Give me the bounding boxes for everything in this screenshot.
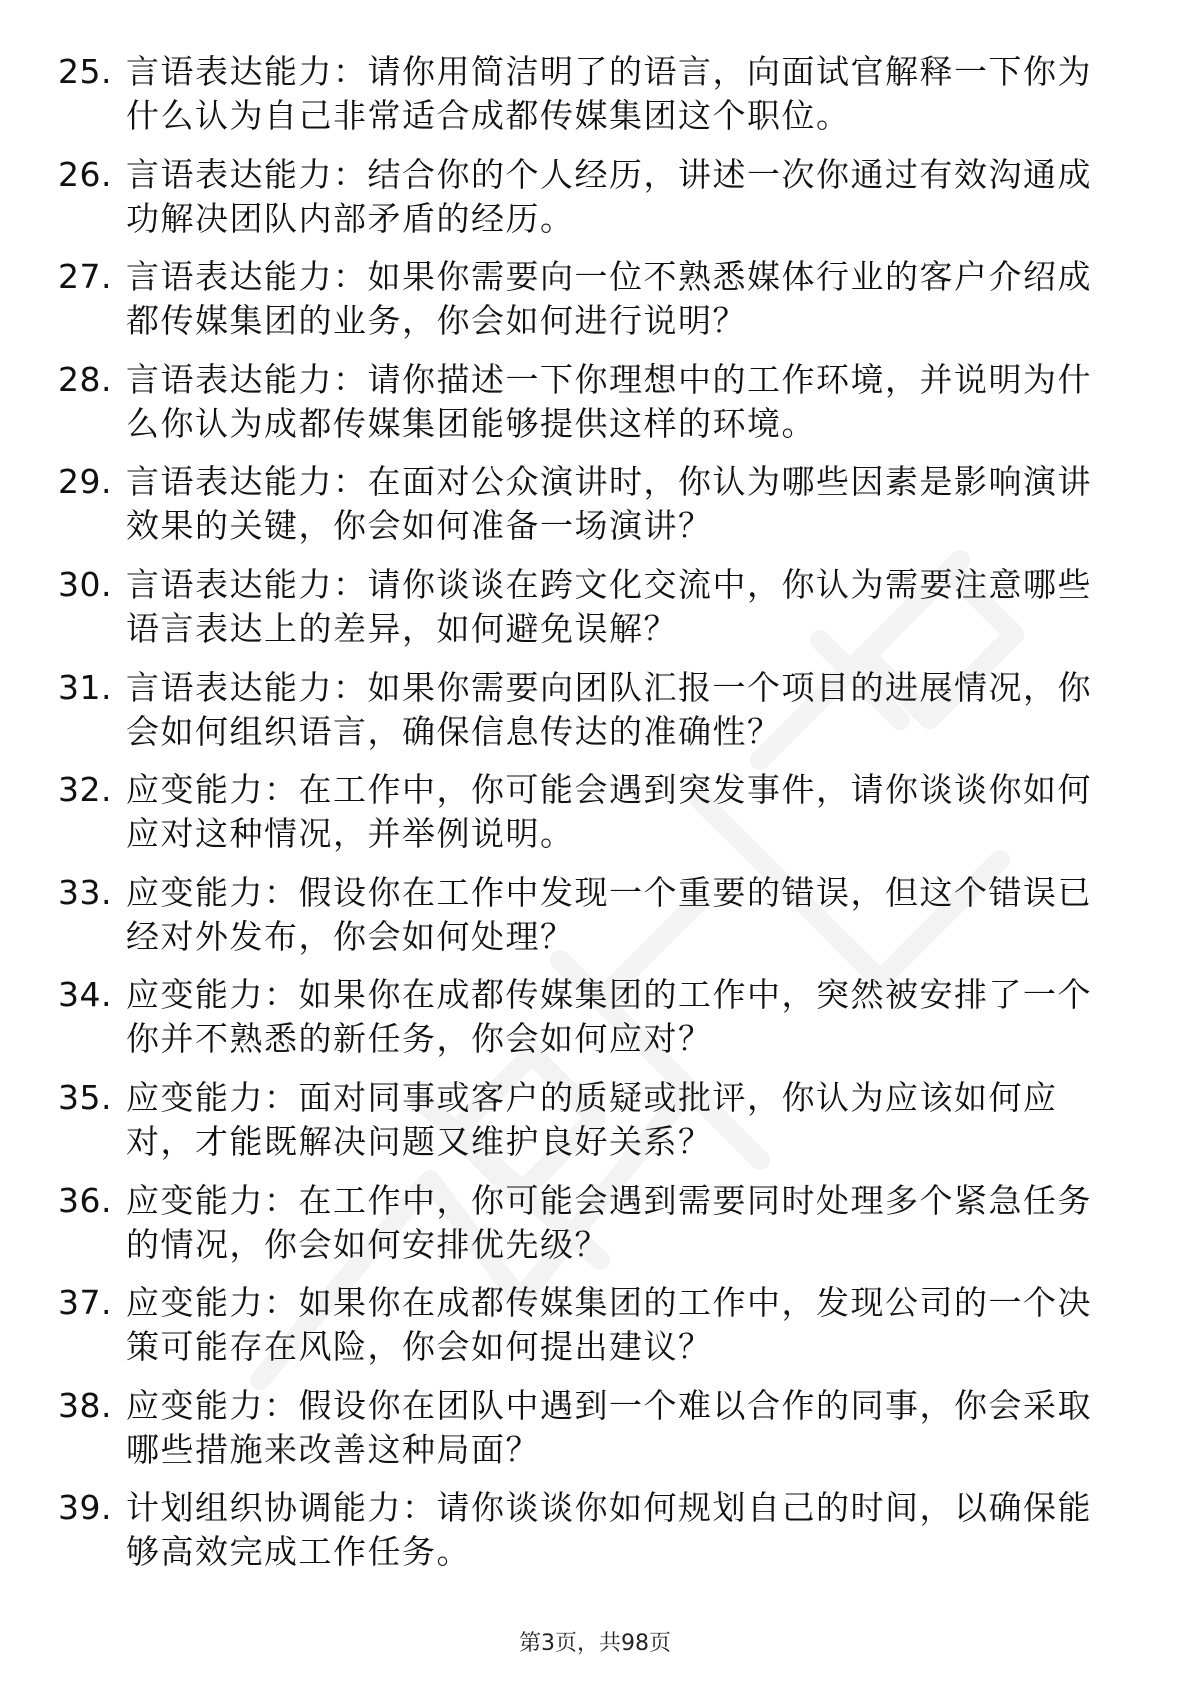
question-number: 28. — [58, 359, 112, 399]
question-item — [58, 255, 1118, 358]
question-number: 25. — [58, 52, 112, 91]
question-item — [58, 1281, 1118, 1384]
question-number: 37. — [58, 1283, 112, 1323]
page-number-label: 第3页，共98页 — [519, 1631, 671, 1656]
question-number: 33. — [58, 872, 112, 912]
question-number: 36. — [58, 1180, 112, 1220]
question-item — [58, 460, 1118, 563]
question-item — [58, 871, 1118, 974]
question-text: 应变能力：如果你在成都传媒集团的工作中，突然被安排了一个你并不熟悉的新任务，你会如何应对？ — [126, 975, 1092, 1059]
question-number: 32. — [58, 770, 112, 810]
question-text: 应变能力：在工作中，你可能会遇到需要同时处理多个紧急任务的情况，你会如何安排优先级？ — [126, 1180, 1092, 1264]
question-text: 应变能力：假设你在工作中发现一个重要的错误，但这个错误已经对外发布，你会如何处理？ — [126, 872, 1092, 956]
question-number: 30. — [58, 564, 112, 604]
question-item — [58, 1076, 1118, 1179]
question-item — [58, 768, 1118, 871]
question-item — [58, 1384, 1118, 1487]
question-number: 26. — [58, 154, 112, 194]
question-text: 言语表达能力：请你用简洁明了的语言，向面试官解释一下你为什么认为自己非常适合成都传媒集团这个职位。 — [126, 52, 1092, 135]
question-item — [58, 1486, 1118, 1589]
question-item — [58, 973, 1118, 1076]
question-number: 35. — [58, 1077, 112, 1117]
question-text: 言语表达能力：请你谈谈在跨文化交流中，你认为需要注意哪些语言表达上的差异，如何避免误解？ — [126, 564, 1092, 648]
question-number: 27. — [58, 257, 112, 297]
question-text: 言语表达能力：在面对公众演讲时，你认为哪些因素是影响演讲效果的关键，你会如何准备一场演讲？ — [126, 462, 1092, 546]
question-item — [58, 563, 1118, 666]
question-number: 29. — [58, 462, 112, 502]
question-text: 应变能力：如果你在成都传媒集团的工作中，发现公司的一个决策可能存在风险，你会如何提出建议？ — [126, 1283, 1092, 1367]
question-number: 31. — [58, 667, 112, 707]
question-item — [58, 666, 1118, 769]
question-text: 应变能力：面对同事或客户的质疑或批评，你认为应该如何应对，才能既解决问题又维护良好关系？ — [126, 1077, 1058, 1161]
question-item — [58, 358, 1118, 461]
question-text: 言语表达能力：结合你的个人经历，讲述一次你通过有效沟通成功解决团队内部矛盾的经历。 — [126, 154, 1092, 238]
question-text: 言语表达能力：请你描述一下你理想中的工作环境，并说明为什么你认为成都传媒集团能够提供这样的环境。 — [126, 359, 1092, 443]
question-item — [58, 1179, 1118, 1282]
question-number: 38. — [58, 1385, 112, 1425]
question-text: 应变能力：在工作中，你可能会遇到突发事件，请你谈谈你如何应对这种情况，并举例说明。 — [126, 770, 1092, 854]
question-number: 39. — [58, 1488, 112, 1528]
question-text: 言语表达能力：如果你需要向团队汇报一个项目的进展情况，你会如何组织语言，确保信息传达的准确性？ — [126, 667, 1092, 751]
question-item — [58, 153, 1118, 256]
question-text: 应变能力：假设你在团队中遇到一个难以合作的同事，你会采取哪些措施来改善这种局面？ — [126, 1385, 1092, 1469]
question-item — [58, 50, 1118, 153]
question-number: 34. — [58, 975, 112, 1015]
question-text: 计划组织协调能力：请你谈谈你如何规划自己的时间，以确保能够高效完成工作任务。 — [126, 1488, 1092, 1572]
question-text: 言语表达能力：如果你需要向一位不熟悉媒体行业的客户介绍成都传媒集团的业务，你会如何进行说明？ — [126, 257, 1092, 341]
page-footer — [0, 1630, 1190, 1658]
question-list — [58, 50, 1118, 1589]
